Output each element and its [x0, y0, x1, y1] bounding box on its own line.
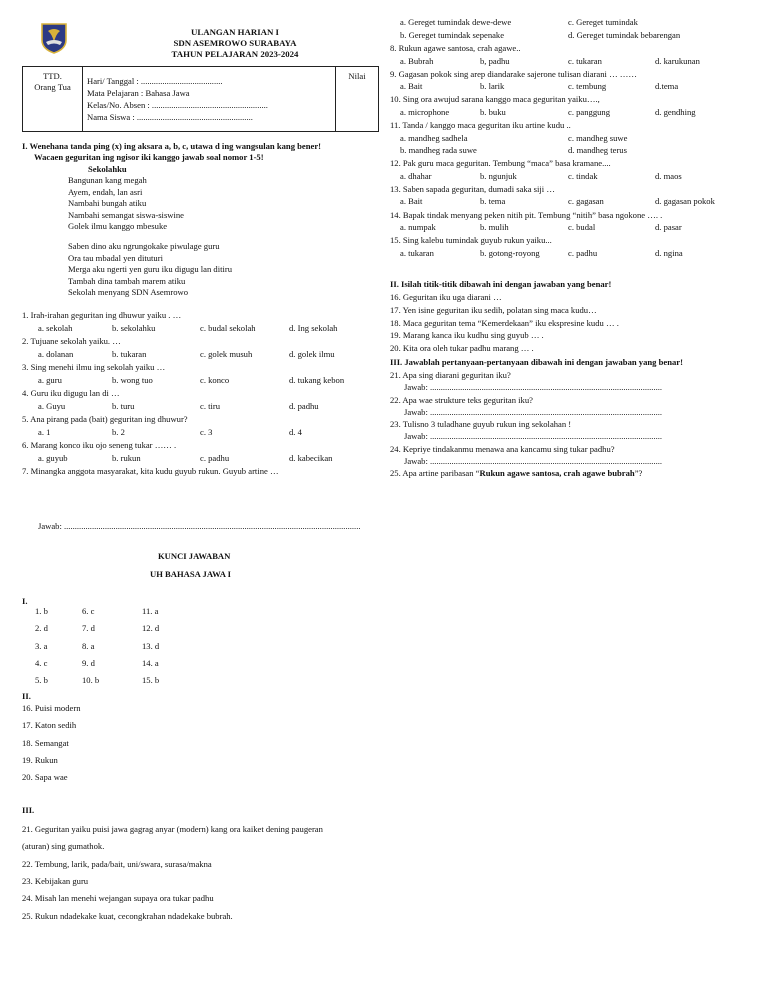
question-13-option[interactable]: b. tema — [480, 196, 506, 207]
question-14-option[interactable]: a. numpak — [400, 222, 436, 232]
question-9: 9. Gagasan pokok sing arep diandarake sajerone tulisan diarani … …… — [390, 68, 637, 79]
question-2: 2. Tujuane sekolah yaiku. … — [22, 336, 121, 346]
question-13-option[interactable]: d. gagasan pokok — [655, 196, 715, 207]
poem-line: Sekolah menyang SDN Asemrowo — [68, 287, 189, 297]
essay-answer-line-23[interactable]: Jawab: ............................................................................................................ — [404, 431, 663, 441]
question-8-option[interactable]: a. Bubrah — [400, 55, 434, 66]
question-5: 5. Ana pirang pada (bait) geguritan ing dhuwur? — [22, 414, 188, 424]
fill-in-item-20[interactable]: 20. Kita ora oleh tukar padhu marang … . — [390, 343, 534, 354]
question-4: 4. Guru iku digugu lan di … — [22, 388, 120, 398]
answer-key-item: 20. Sapa wae — [22, 772, 68, 783]
fill-in-item-16[interactable]: 16. Geguritan iku uga diarani … — [390, 292, 502, 302]
exam-title: ULANGAN HARIAN I — [191, 27, 279, 37]
question-2-option[interactable]: b. tukaran — [112, 349, 147, 359]
question-3-option[interactable]: b. wong tuo — [112, 375, 153, 385]
section1-title: I. Wenehana tanda ping (x) ing aksara a, b, c, utawa d ing wangsulan kang bener! — [22, 141, 322, 151]
field-class-number[interactable]: Kelas/No. Absen : ...................................................... — [87, 100, 268, 110]
student-info-table — [22, 66, 379, 132]
question-12-option[interactable]: b. ngunjuk — [480, 170, 517, 181]
question-9-option[interactable]: a. Bait — [400, 81, 423, 92]
question-14: 14. Bapak tindak menyang peken nitih pit. Tembung “nitih” basa ngokone …. . — [390, 209, 663, 220]
question-7-option[interactable]: b. Gereget tumindak sepenake — [400, 30, 505, 40]
answer-key-item: 7. d — [82, 623, 95, 634]
question-10-option[interactable]: a. microphone — [400, 106, 450, 117]
question-1: 1. Irah-irahan geguritan ing dhuwur yaiku . … — [22, 310, 182, 320]
answer-key-item: 11. a — [142, 606, 159, 616]
essay-question-21: 21. Apa sing diarani geguritan iku? — [390, 370, 511, 380]
essay-question-22: 22. Apa wae strukture teks geguritan iku? — [390, 394, 533, 405]
school-emblem-logo — [40, 22, 68, 54]
essay-answer-line-24[interactable]: Jawab: ............................................................................................................ — [404, 455, 663, 466]
question-8-option[interactable]: c. tukaran — [568, 55, 602, 66]
question-13-option[interactable]: c. gagasan — [568, 196, 604, 207]
question-1-option[interactable]: a. sekolah — [38, 323, 73, 333]
answer-key-item: 12. d — [142, 623, 160, 634]
answer-key-item: 25. Rukun ndadekake kuat, cecongkrahan ndadekake bubrah. — [22, 910, 233, 921]
question-10-option[interactable]: d. gendhing — [655, 106, 696, 117]
question-1-option[interactable]: c. budal sekolah — [200, 323, 256, 333]
answer-key-item: 23. Kebijakan guru — [22, 875, 89, 886]
question-4-option[interactable]: b. turu — [112, 401, 135, 411]
question-13: 13. Saben sapada geguritan, dumadi saka siji … — [390, 183, 555, 194]
section1-subtitle: Wacaen geguritan ing ngisor iki kanggo jawab soal nomor 1-5! — [34, 152, 264, 162]
question-2-option[interactable]: a. dolanan — [38, 349, 74, 359]
academic-year: TAHUN PELAJARAN 2023-2024 — [171, 49, 299, 59]
answer-key-item: 15. b — [142, 675, 160, 686]
question-5-option[interactable]: c. 3 — [200, 427, 213, 437]
poem-title: Sekolahku — [88, 164, 127, 174]
question-9-option[interactable]: d.tema — [655, 81, 679, 92]
section2-title: II. Isilah titik-titik dibawah ini dengan jawaban yang benar! — [390, 279, 612, 289]
question-7-option[interactable]: d. Gereget tumindak bebarengan — [568, 30, 681, 40]
score-cell — [335, 67, 378, 131]
essay-question-25 — [390, 468, 642, 479]
field-date[interactable]: Hari/ Tanggal : ...................................... — [87, 76, 223, 86]
answer-key-item: 5. b — [35, 675, 48, 686]
answer-key-item: 19. Rukun — [22, 754, 58, 765]
question-14-option[interactable]: c. budal — [568, 222, 596, 232]
answer-key-section2-label: II. — [22, 691, 31, 701]
question-7-option[interactable]: c. Gereget tumindak — [568, 17, 638, 27]
essay-answer-line-22[interactable]: Jawab: ............................................................................................................ — [404, 406, 663, 417]
poem-line: Nambahi semangat siswa-siswine — [68, 209, 184, 220]
section3-title: III. Jawablah pertanyaan-pertanyaan dibawah ini dengan jawaban yang benar! — [390, 357, 683, 367]
answer-key-item: 10. b — [82, 675, 100, 686]
question-10-option[interactable]: b. buku — [480, 106, 506, 117]
answer-line-q7[interactable]: Jawab: .......................................................................................................................................... — [38, 521, 361, 531]
answer-key-item: 21. Geguritan yaiku puisi jawa gagrag anyar (modern) kang ora kaiket dening paugeran — [22, 824, 323, 834]
poem-line: Saben dino aku ngrungokake piwulage guru — [68, 241, 220, 251]
question-3-option[interactable]: d. tukang kebon — [289, 375, 345, 385]
answer-key-item: 3. a — [35, 640, 48, 651]
poem-line: Bangunan kang megah — [68, 175, 147, 185]
question-3: 3. Sing menehi ilmu ing sekolah yaiku … — [22, 362, 166, 372]
answer-key-item: 17. Katon sedih — [22, 720, 77, 731]
question-1-option[interactable]: d. Ing sekolah — [289, 323, 338, 333]
question-12-option[interactable]: a. dhahar — [400, 170, 432, 181]
question-7-option[interactable]: a. Gereget tumindak dewe-dewe — [400, 17, 512, 27]
score-label: Nilai — [348, 71, 366, 81]
question-4-option[interactable]: c. tiru — [200, 401, 221, 411]
essay-question-24: 24. Kepriye tindakanmu menawa ana kancamu sing tukar padhu? — [390, 443, 615, 454]
question-15: 15. Sing kalebu tumindak guyub rukun yaiku... — [390, 235, 552, 246]
question-5-option[interactable]: d. 4 — [289, 427, 302, 437]
question-8-option[interactable]: b, padhu — [480, 55, 510, 66]
answer-key-item: 8. a — [82, 640, 95, 651]
answer-key-section1-label: I. — [22, 596, 28, 606]
school-name: SDN ASEMROWO SURABAYA — [173, 38, 297, 48]
answer-key-subtitle: UH BAHASA JAWA I — [150, 569, 231, 579]
question-12: 12. Pak guru maca geguritan. Tembung “maca” basa kramane.... — [390, 158, 611, 169]
field-subject: Mata Pelajaran : Bahasa Jawa — [87, 88, 190, 98]
answer-key-item: 24. Misah lan menehi wejangan supaya ora tukar padhu — [22, 893, 214, 904]
question-11-option[interactable]: a. mandheg sadhela — [400, 132, 468, 143]
question-11-option[interactable]: d. mandheg terus — [568, 145, 627, 156]
fill-in-item-17[interactable]: 17. Yen isine geguritan iku sedih, polatan sing maca kudu… — [390, 304, 597, 315]
question-6-option[interactable]: a. guyub — [38, 453, 68, 463]
answer-key-item: 4. c — [35, 657, 48, 668]
parent-label: Orang Tua — [34, 81, 71, 92]
proverb-text: Rukun agawe santosa, crah agawe bubrah — [479, 468, 635, 478]
question-text: ”? — [634, 468, 643, 478]
question-7: 7. Minangka anggota masyarakat, kita kudu guyub rukun. Guyub artine … — [22, 466, 279, 476]
poem-line: Nambahi bungah atiku — [68, 198, 147, 208]
question-13-option[interactable]: a. Bait — [400, 196, 423, 207]
question-1-option[interactable]: b. sekolahku — [112, 323, 156, 333]
question-6-option[interactable]: c. padhu — [200, 453, 230, 463]
question-9-option[interactable]: c. tembung — [568, 81, 607, 92]
ttd-label: TTD. — [43, 71, 62, 81]
parent-signature-cell — [23, 67, 83, 131]
poem-line: Ayem, endah, lan asri — [68, 186, 143, 197]
question-15-option[interactable]: b. gotong-royong — [480, 247, 540, 258]
question-9-option[interactable]: b. larik — [480, 81, 505, 92]
question-5-option[interactable]: a. 1 — [38, 427, 51, 437]
question-15-option[interactable]: a. tukaran — [400, 247, 434, 258]
answer-key-title: KUNCI JAWABAN — [158, 551, 231, 561]
question-4-option[interactable]: a. Guyu — [38, 401, 66, 411]
answer-key-section3-label: III. — [22, 805, 35, 815]
question-11-option[interactable]: c. mandheg suwe — [568, 132, 628, 143]
question-3-option[interactable]: c. konco — [200, 375, 230, 385]
question-6-option[interactable]: d. kabecikan — [289, 453, 333, 463]
answer-key-item: 14. a — [142, 657, 159, 668]
question-6-option[interactable]: b. rukun — [112, 453, 141, 463]
fill-in-item-18[interactable]: 18. Maca geguritan tema “Kemerdekaan” iku ekspresine kudu … . — [390, 317, 619, 328]
answer-key-item: 18. Semangat — [22, 737, 69, 748]
question-6: 6. Marang konco iku ojo seneng tukar …… . — [22, 440, 177, 450]
answer-key-item: 9. d — [82, 657, 95, 668]
question-2-option[interactable]: d. golek ilmu — [289, 349, 335, 359]
poem-line: Golek ilmu kanggo mbesuke — [68, 221, 168, 231]
fill-in-item-19[interactable]: 19. Marang kanca iku kudhu sing guyub … . — [390, 330, 544, 341]
question-5-option[interactable]: b. 2 — [112, 427, 125, 437]
question-12-option[interactable]: d. maos — [655, 170, 682, 181]
answer-key-item: 13. d — [142, 640, 160, 651]
poem-line: Tambah dina tambah marem atiku — [68, 275, 186, 286]
poem-line: Merga aku ngerti yen guru iku digugu lan ditiru — [68, 264, 233, 274]
question-14-option[interactable]: d. pasar — [655, 222, 682, 232]
question-11-option[interactable]: b. mandheg rada suwe — [400, 145, 477, 156]
question-2-option[interactable]: c. golek musuh — [200, 349, 253, 359]
question-11: 11. Tanda / kanggo maca geguritan iku artine kudu .. — [390, 120, 571, 131]
answer-key-item: 6. c — [82, 606, 95, 616]
question-8-option[interactable]: d. karukunan — [655, 55, 700, 66]
poem-line: Ora tau mbadal yen dituturi — [68, 252, 163, 263]
answer-key-item: 22. Tembung, larik, pada/bait, uni/swara, surasa/makna — [22, 858, 212, 869]
question-15-option[interactable]: c. padhu — [568, 247, 598, 258]
question-15-option[interactable]: d. ngina — [655, 247, 683, 258]
question-10-option[interactable]: c. panggung — [568, 106, 611, 117]
question-12-option[interactable]: c. tindak — [568, 170, 598, 181]
answer-key-item: 1. b — [35, 606, 48, 616]
question-text: 25. Apa artine paribasan “ — [390, 468, 480, 478]
question-8: 8. Rukun agawe santosa, crah agawe.. — [390, 43, 521, 53]
field-student-name[interactable]: Nama Siswa : ...................................................... — [87, 112, 253, 122]
question-3-option[interactable]: a. guru — [38, 375, 62, 385]
question-4-option[interactable]: d. padhu — [289, 401, 319, 411]
essay-answer-line-21[interactable]: Jawab: ............................................................................................................ — [404, 382, 663, 392]
question-14-option[interactable]: b. mulih — [480, 222, 509, 232]
answer-key-item: (aturan) sing gumathok. — [22, 841, 105, 852]
question-10: 10. Sing ora awujud sarana kanggo maca geguritan yaiku…., — [390, 94, 600, 105]
essay-question-23: 23. Tulisno 3 tuladhane guyub rukun ing sekolahan ! — [390, 419, 572, 429]
answer-key-item: 16. Puisi modern — [22, 703, 81, 713]
answer-key-item: 2. d — [35, 623, 48, 634]
